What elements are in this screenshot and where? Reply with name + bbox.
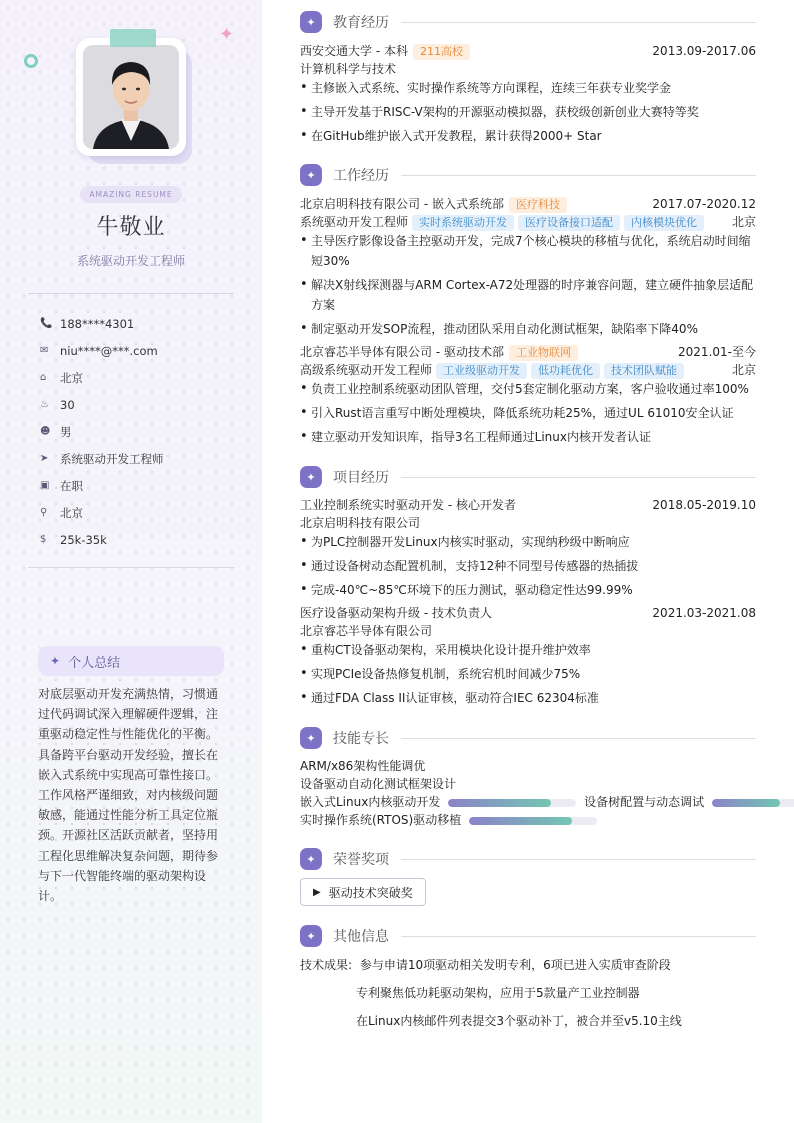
send-icon: ➤ [40,453,49,464]
section-rule [401,738,756,739]
contact-status: ▣ 在职 [40,478,83,493]
home-icon: ⌂ [40,372,47,383]
section-title: 其他信息 [333,929,389,945]
summary-header [38,646,224,676]
other-label: 技术成果: [300,958,353,972]
section-title: 技能专长 [333,731,389,747]
photo-tape [110,29,156,47]
contact-target-city: ⚲ 北京 [40,505,83,520]
play-triangle-icon: ▶ [313,886,321,898]
project-name: 工业控制系统实时驱动开发 - 核心开发者 [300,498,516,512]
avatar [83,45,179,149]
other-text: 在Linux内核邮件列表提交3个驱动补丁，被合并至v5.10主线 [356,1014,682,1028]
mail-icon: ✉ [40,345,49,356]
project-org: 北京启明科技有限公司 [300,516,421,530]
skill-level-fill [448,799,550,807]
project-name-line [300,496,756,514]
candidate-name: 牛敬业 [96,215,166,240]
education-school-line [300,42,756,60]
contact-salary: $ 25k-35k [40,532,107,547]
sparkle-icon: ✦ [300,848,322,870]
salary-icon: $ [40,534,47,545]
skill-item: 设备驱动自动化测试框架设计 [300,777,457,791]
project-bullet: • 完成-40℃~85℃环境下的压力测试，驱动稳定性达99.99% [300,580,756,600]
sidebar [0,0,262,1123]
job-position: 高级系统驱动开发工程师 [300,363,433,377]
section-title: 荣誉奖项 [333,852,389,868]
skill-rated-line [300,793,756,811]
section-title: 项目经历 [333,470,389,486]
project-name-line [300,604,756,622]
other-text: 参与申请10项驱动相关发明专利，6项已进入实质审查阶段 [359,958,671,972]
gender-icon: ☻ [40,426,51,437]
project-bullet: • 通过FDA Class II认证审核，驱动符合IEC 62304标准 [300,688,756,708]
sparkle-icon: ✦ [300,727,322,749]
skill-tag: 实时系统驱动开发 [412,215,514,231]
job-company: 北京启明科技有限公司 - 嵌入式系统部 [300,197,504,211]
award-chip [300,878,426,906]
project-org: 北京睿芯半导体有限公司 [300,624,433,638]
job-period: 2021.01-至今 [678,345,756,359]
contact-age: ♨ 30 [40,397,75,412]
job-bullet: • 制定驱动开发SOP流程，推动团队采用自动化测试框架，缺陷率下降40% [300,319,756,339]
sparkle-icon: ✦ [50,654,61,668]
job-bullet: • 主导医疗影像设备主控驱动开发，完成7个核心模块的移植与优化，系统启动时间缩短30% [300,231,756,271]
project-period: 2021.03-2021.08 [652,606,756,620]
skill-level-bar [712,799,794,807]
job-company: 北京睿芯半导体有限公司 - 驱动技术部 [300,345,504,359]
decorative-sparkle-icon: ✦ [219,24,235,45]
job-bullet: • 建立驱动开发知识库，指导3名工程师通过Linux内核开发者认证 [300,427,756,447]
sidebar-divider [28,567,234,568]
job-position-line [300,361,756,379]
contact-email: ✉ niu****@***.com [40,343,158,358]
education-bullet: • 主修嵌入式系统、实时操作系统等方向课程，连续三年获专业奖学金 [300,78,756,98]
sparkle-icon: ✦ [300,466,322,488]
skill-level-bar [469,817,597,825]
section-rule [401,859,756,860]
project-bullet: • 重构CT设备驱动架构，采用模块化设计提升维护效率 [300,640,756,660]
job-position-line [300,213,756,231]
job-company-line [300,195,756,213]
job-bullet: • 解决X射线探测器与ARM Cortex-A72处理器的时序兼容问题，建立硬件抽象层适配方案 [300,275,756,315]
summary-title: 个人总结 [68,655,121,671]
work-section-header [300,163,756,187]
sparkle-icon: ✦ [300,164,322,186]
industry-badge: 医疗科技 [509,197,567,213]
section-rule [401,936,756,937]
section-rule [401,477,756,478]
job-period: 2017.07-2020.12 [652,197,756,211]
school-name: 西安交通大学 - 本科 [300,44,408,58]
skill-rated-line [300,811,756,829]
contact-target-role: ➤ 系统驱动开发工程师 [40,451,164,466]
project-name: 医疗设备驱动架构升级 - 技术负责人 [300,606,492,620]
project-bullet: • 通过设备树动态配置机制，支持12种不同型号传感器的热插拔 [300,556,756,576]
skill-level-fill [712,799,780,807]
skill-tag: 低功耗优化 [531,363,600,379]
sparkle-icon: ✦ [300,925,322,947]
school-badge: 211高校 [413,44,470,60]
contact-phone: 📞 188****4301 [40,316,135,331]
skill-tag: 技术团队赋能 [604,363,684,379]
sidebar-divider [28,293,234,294]
education-section-header [300,10,756,34]
phone-icon: 📞 [40,318,53,329]
section-title: 工作经历 [333,168,389,184]
skill-name: 设备树配置与动态调试 [584,795,705,809]
skill-name: 实时操作系统(RTOS)驱动移植 [300,813,462,827]
skill-level-bar [448,799,576,807]
avatar-portrait-icon [83,45,179,149]
contact-gender: ☻ 男 [40,424,72,439]
skill-level-fill [469,817,571,825]
summary-text: 对底层驱动开发充满热情，习惯通过代码调试深入理解硬件逻辑，注重驱动稳定性与性能优化的平衡。具备跨平台驱动开发经验，擅长在嵌入式系统中实现高可靠性接口。工作风格严谨细致，对内核级问题敏感，能通过性能分析工具定位瓶颈。开源社区活跃贡献者，坚持用工程化思维解决复杂问题，期待参与下一代智能终端的驱动架构设计。 [38,687,219,904]
location-pin-icon: ⚲ [40,507,48,518]
photo-frame [76,38,186,156]
project-bullet: • 为PLC控制器开发Linux内核实时驱动，实现纳秒级中断响应 [300,532,756,552]
project-period: 2018.05-2019.10 [652,498,756,512]
skill-tag: 内核模块优化 [624,215,704,231]
industry-badge: 工业物联网 [509,345,578,361]
section-title: 教育经历 [333,15,389,31]
skill-item: ARM/x86架构性能调优 [300,759,426,773]
education-major: 计算机科学与技术 [300,62,397,76]
job-position: 系统驱动开发工程师 [300,215,409,229]
education-bullet: • 在GitHub维护嵌入式开发教程，累计获得2000+ Star [300,126,756,146]
award-name: 驱动技术突破奖 [328,885,413,900]
education-bullet: • 主导开发基于RISC-V架构的开源驱动模拟器，获校级创新创业大赛特等奖 [300,102,756,122]
contact-residence: ⌂ 北京 [40,370,83,385]
decorative-ring-icon [24,54,38,68]
skill-tag: 医疗设备接口适配 [518,215,620,231]
skill-tag: 工业级驱动开发 [436,363,527,379]
job-bullet: • 负责工业控制系统驱动团队管理，交付5套定制化驱动方案，客户验收通过率100% [300,379,756,399]
contact-list [40,310,240,553]
other-section-header [300,924,756,948]
sparkle-icon: ✦ [300,11,322,33]
job-city: 北京 [731,363,756,377]
honors-section-header [300,847,756,871]
resume-tagline: AMAZING RESUME [80,186,182,203]
briefcase-icon: ▣ [40,480,50,491]
cake-icon: ♨ [40,399,49,410]
project-bullet: • 实现PCIe设备热修复机制，系统宕机时间减少75% [300,664,756,684]
job-bullet: • 引入Rust语言重写中断处理模块，降低系统功耗25%，通过UL 61010安全认证 [300,403,756,423]
skill-name: 嵌入式Linux内核驱动开发 [300,795,441,809]
candidate-role: 系统驱动开发工程师 [76,254,185,268]
other-text: 专利聚焦低功耗驱动架构，应用于5款量产工业控制器 [356,986,640,1000]
skills-section-header [300,726,756,750]
education-period: 2013.09-2017.06 [652,44,756,58]
section-rule [401,175,756,176]
projects-section-header [300,465,756,489]
job-company-line [300,343,756,361]
section-rule [401,22,756,23]
job-city: 北京 [731,215,756,229]
other-line [300,956,756,974]
